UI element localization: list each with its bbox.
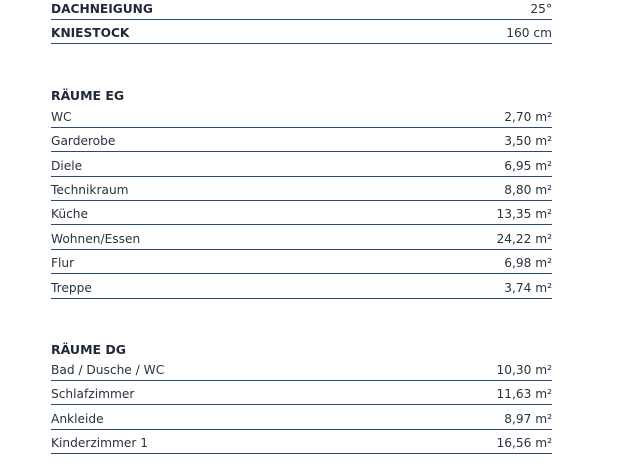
room-label: Technikraum	[51, 182, 129, 197]
table-row	[51, 250, 552, 274]
table-row	[51, 430, 552, 454]
room-label: Bad / Dusche / WC	[51, 362, 165, 377]
room-label: Kinderzimmer 1	[51, 436, 149, 451]
table-row	[51, 201, 552, 225]
room-area: 11,63 m²	[496, 387, 552, 402]
room-label: Ankleide	[51, 411, 104, 426]
spec-value: 25°	[530, 2, 552, 16]
room-label: Flur	[51, 256, 75, 271]
room-area: 6,98 m²	[504, 256, 552, 271]
table-row	[51, 103, 552, 127]
room-area: 13,35 m²	[496, 207, 552, 222]
table-row	[51, 357, 552, 381]
room-label: Wohnen/Essen	[51, 231, 141, 246]
spec-label: KNIESTOCK	[51, 26, 130, 41]
spec-label: DACHNEIGUNG	[51, 2, 153, 16]
room-label: Küche	[51, 207, 89, 222]
room-schedule	[51, 0, 552, 454]
spec-row-roof-pitch	[51, 0, 552, 20]
table-row	[51, 381, 552, 405]
room-label: WC	[51, 109, 72, 124]
room-label: Garderobe	[51, 134, 116, 149]
room-label: Schlafzimmer	[51, 387, 135, 402]
section-title-dg: RÄUME DG	[51, 341, 127, 357]
table-row	[51, 405, 552, 429]
section-spacer	[51, 299, 552, 337]
room-area: 8,80 m²	[504, 182, 552, 197]
room-label: Treppe	[51, 280, 92, 295]
room-label: Diele	[51, 158, 83, 173]
section-title-eg: RÄUME EG	[51, 88, 125, 104]
room-area: 3,74 m²	[504, 280, 552, 295]
room-area: 24,22 m²	[496, 231, 552, 246]
room-area: 2,70 m²	[504, 109, 552, 124]
table-row	[51, 177, 552, 201]
room-area: 3,50 m²	[504, 134, 552, 149]
room-area: 6,95 m²	[504, 158, 552, 173]
table-row	[51, 152, 552, 176]
table-row	[51, 274, 552, 298]
spec-row-knee-wall	[51, 20, 552, 44]
section-spacer	[51, 44, 552, 83]
spec-value: 160 cm	[506, 26, 552, 41]
table-row	[51, 128, 552, 152]
room-area: 10,30 m²	[496, 362, 552, 377]
table-row	[51, 225, 552, 249]
room-area: 16,56 m²	[496, 436, 552, 451]
room-area: 8,97 m²	[504, 411, 552, 426]
